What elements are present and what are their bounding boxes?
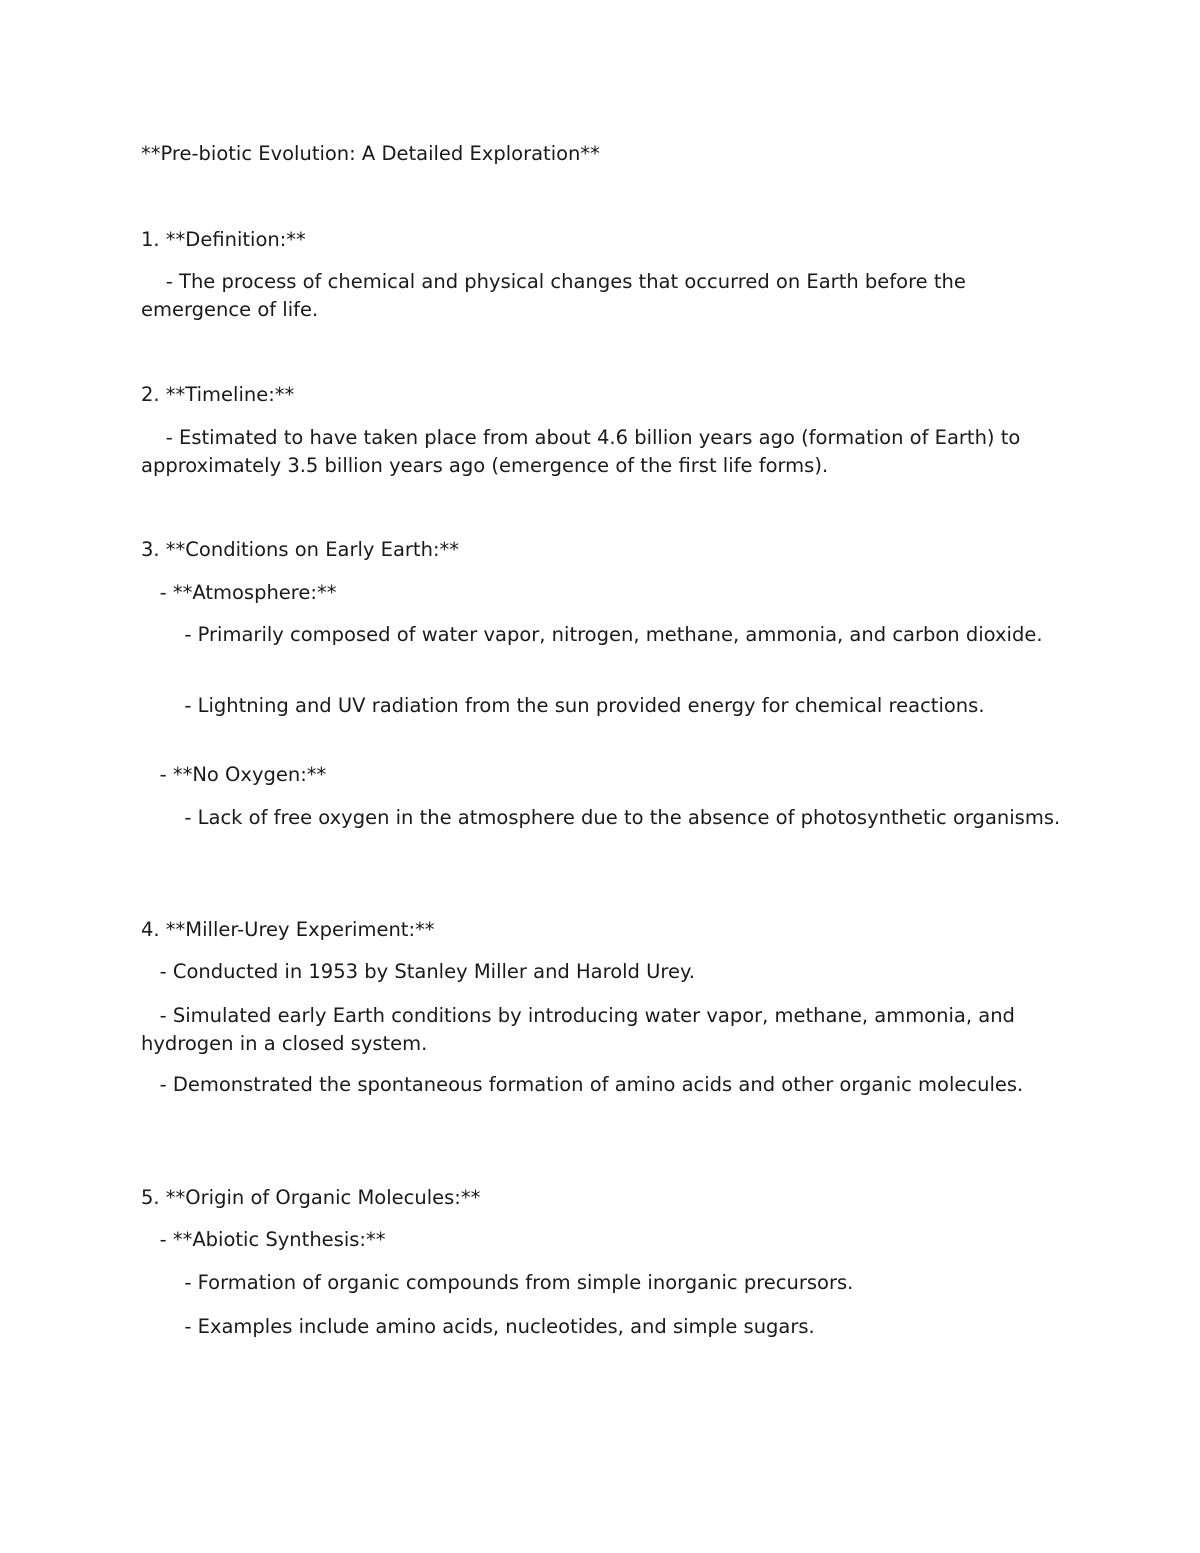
- section-3-line-4: - **No Oxygen:**: [141, 763, 327, 786]
- section-5-line-2: - Formation of organic compounds from simple inorganic precursors.: [141, 1271, 854, 1294]
- document-title: **Pre-biotic Evolution: A Detailed Exploration**: [141, 142, 600, 165]
- section-4-heading: 4. **Miller-Urey Experiment:**: [141, 918, 435, 941]
- section-3-line-1: - **Atmosphere:**: [141, 581, 337, 604]
- section-4-line-1: - Conducted in 1953 by Stanley Miller and Harold Urey.: [141, 960, 695, 983]
- section-5-line-1: - **Abiotic Synthesis:**: [141, 1228, 386, 1251]
- section-2-heading: 2. **Timeline:**: [141, 383, 295, 406]
- section-3-line-2: - Primarily composed of water vapor, nitrogen, methane, ammonia, and carbon dioxide.: [141, 623, 1043, 646]
- section-1-heading: 1. **Definition:**: [141, 228, 306, 251]
- section-5-line-3: - Examples include amino acids, nucleotides, and simple sugars.: [141, 1315, 815, 1338]
- section-3-line-5: - Lack of free oxygen in the atmosphere due to the absence of photosynthetic organisms.: [141, 806, 1061, 829]
- section-5-heading: 5. **Origin of Organic Molecules:**: [141, 1186, 481, 1209]
- section-3-heading: 3. **Conditions on Early Earth:**: [141, 538, 460, 561]
- section-1-line-1: - The process of chemical and physical changes that occurred on Earth before the emergence of life.: [141, 270, 973, 321]
- section-2-line-1: - Estimated to have taken place from about 4.6 billion years ago (formation of Earth) to approximately 3.5 billion years ago (emergence of the first life forms).: [141, 426, 1027, 477]
- section-4-line-2: - Simulated early Earth conditions by introducing water vapor, methane, ammonia, and hydrogen in a closed system.: [141, 1004, 1022, 1055]
- section-3-line-3: - Lightning and UV radiation from the sun provided energy for chemical reactions.: [141, 694, 985, 717]
- section-4-line-3: - Demonstrated the spontaneous formation of amino acids and other organic molecules.: [141, 1073, 1024, 1096]
